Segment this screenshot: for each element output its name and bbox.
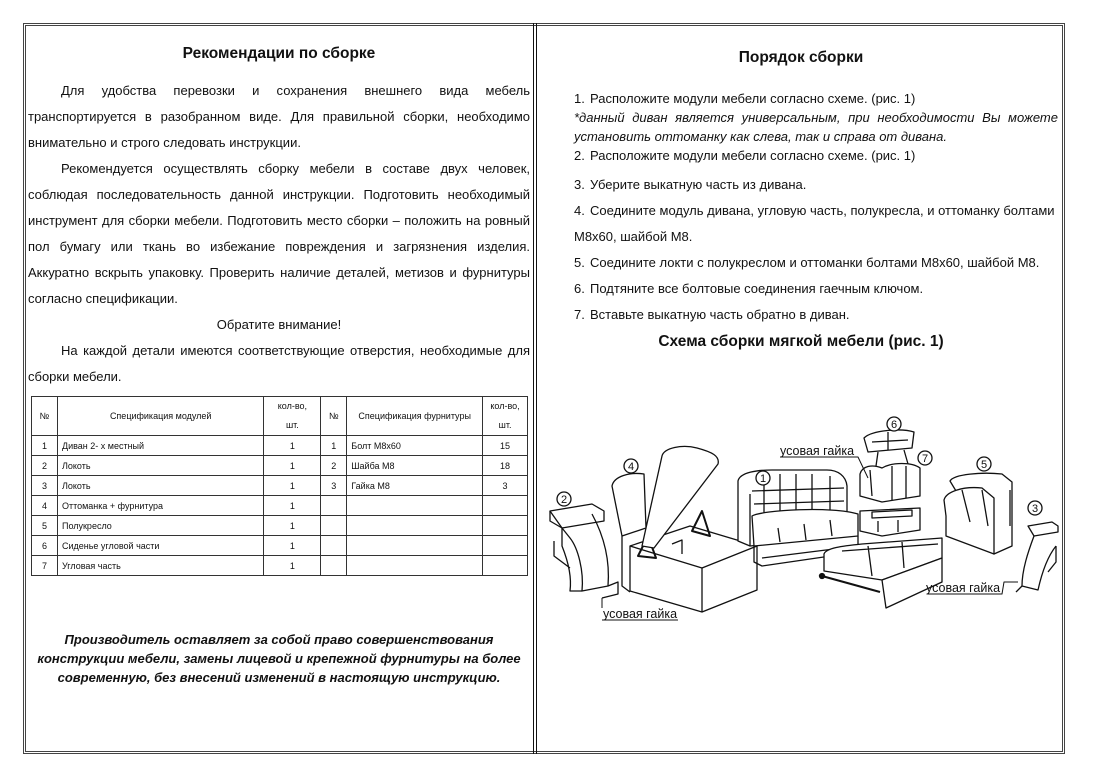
- table-row: [32, 516, 528, 536]
- holes-paragraph: На каждой детали имеются соответствующие отверстия, необходимые для сборки мебели.: [28, 343, 530, 384]
- column-divider: [533, 23, 537, 754]
- table-row: [32, 436, 528, 456]
- part-number-4-label: 4: [627, 461, 635, 473]
- armrest-right-illustration: [1016, 522, 1058, 592]
- step-text: Уберите выкатную часть из дивана.: [590, 177, 807, 192]
- hardware-qty: [483, 556, 528, 576]
- hardware-name: Болт М8х60: [347, 436, 483, 456]
- step-text: Соедините модуль дивана, угловую часть, полукресла, и оттоманку болтами М8х60, шайбой М8.: [574, 203, 1055, 244]
- table-row: [32, 496, 528, 516]
- hardware-number: 1: [321, 436, 347, 456]
- hardware-qty: 15: [483, 436, 528, 456]
- step-number: 7.: [574, 307, 585, 322]
- step-1: [574, 89, 1058, 108]
- part-number-6-label: 6: [890, 419, 898, 431]
- module-name: Угловая часть: [57, 556, 263, 576]
- hardware-number: [321, 516, 347, 536]
- corner-section-illustration: [860, 464, 920, 537]
- step-3: [574, 172, 1058, 198]
- module-name: Диван 2- х местный: [57, 436, 263, 456]
- hardware-qty: 3: [483, 476, 528, 496]
- part-number-7: [918, 451, 932, 465]
- part-number-1: [756, 471, 770, 485]
- step-number: 3.: [574, 177, 585, 192]
- module-qty: 1: [264, 456, 321, 476]
- hardware-number: 2: [321, 456, 347, 476]
- table-row: [32, 456, 528, 476]
- part-number-2-label: 2: [560, 494, 568, 506]
- header-qty2-label: кол-во,: [490, 401, 520, 411]
- part-number-5-label: 5: [980, 459, 988, 471]
- module-qty: 1: [264, 436, 321, 456]
- hardware-name: [347, 496, 483, 516]
- hardware-name: [347, 556, 483, 576]
- armrest-left-illustration: [550, 504, 618, 598]
- assembly-order-title: Порядок сборки: [738, 49, 864, 66]
- part-number-2: [557, 492, 571, 506]
- table-row: [32, 536, 528, 556]
- header-num: №: [32, 397, 58, 436]
- step-number: 4.: [574, 203, 585, 218]
- hardware-name: Гайка М8: [347, 476, 483, 496]
- half-armchair-illustration: [944, 473, 1012, 554]
- module-name: Полукресло: [57, 516, 263, 536]
- header-qty-2: [483, 397, 528, 436]
- hardware-name: [347, 516, 483, 536]
- table-row: [32, 556, 528, 576]
- module-qty: 1: [264, 516, 321, 536]
- step-number: 2.: [574, 148, 585, 163]
- hardware-qty: [483, 496, 528, 516]
- hardware-name: [347, 536, 483, 556]
- row-number: 3: [32, 476, 58, 496]
- hardware-qty: [483, 516, 528, 536]
- table-row: [32, 476, 528, 496]
- module-name: Локоть: [57, 456, 263, 476]
- header-qty-unit: шт.: [285, 420, 299, 430]
- row-number: 4: [32, 496, 58, 516]
- assembly-steps-list: [574, 89, 1058, 328]
- part-number-4: [624, 459, 638, 473]
- hardware-number: [321, 496, 347, 516]
- part-number-7-label: 7: [921, 453, 929, 465]
- step-1-note: *данный диван является универсальным, при необходимости Вы можете установить оттоманку как слева, так и справа от дивана.: [574, 110, 1058, 144]
- manufacturer-disclaimer: Производитель оставляет за собой право совершенствования конструкции мебели, замены лицевой и крепежной фурнитуры на более современную, без внесений изменений в настоящую инструкцию.: [37, 632, 521, 685]
- assembly-order-panel: [542, 26, 1060, 621]
- table-header-row: [32, 397, 528, 436]
- hardware-qty: [483, 536, 528, 556]
- part-number-1-label: 1: [759, 473, 767, 485]
- part-number-6: [887, 417, 901, 431]
- module-qty: 1: [264, 536, 321, 556]
- step-number: 6.: [574, 281, 585, 296]
- header-qty: [264, 397, 321, 436]
- step-text: Расположите модули мебели согласно схеме. (рис. 1): [590, 148, 916, 163]
- part-number-5: [977, 457, 991, 471]
- step-text: Расположите модули мебели согласно схеме. (рис. 1): [590, 91, 916, 106]
- header-modules: Спецификация модулей: [57, 397, 263, 436]
- recommendation-paragraph: Рекомендуется осуществлять сборку мебели в составе двух человек, соблюдая последовательность данной инструкции. Подготовить необходимый инструмент для сборки мебели. Подготовить место сборки – положить на ровный пол бумагу или ткань во избежание повреждения и загрязнения изделия. Аккуратно вскрыть упаковку. Проверить наличие деталей, метизов и фурнитуры согласно спецификации.: [28, 161, 530, 306]
- intro-paragraph: Для удобства перевозки и сохранения внешнего вида мебель транспортируется в разобранном виде. Для правильной сборки, необходимо внимательно и строго следовать инструкции.: [28, 83, 530, 150]
- step-text: Вставьте выкатную часть обратно в диван.: [590, 307, 850, 322]
- module-qty: 1: [264, 476, 321, 496]
- assembly-diagram: [542, 386, 1060, 626]
- step-2: [574, 146, 1058, 165]
- hardware-number: 3: [321, 476, 347, 496]
- step-text: Подтяните все болтовые соединения гаечным ключом.: [590, 281, 924, 296]
- step-text: Соедините локти с полукреслом и оттоманки болтами М8х60, шайбой М8.: [590, 255, 1040, 270]
- step-7: [574, 302, 1058, 328]
- attention-heading: Обратите внимание!: [216, 317, 342, 332]
- row-number: 1: [32, 436, 58, 456]
- nut-label-top: усовая гайка: [780, 444, 855, 458]
- module-name: Сиденье угловой части: [57, 536, 263, 556]
- assembly-recommendations-panel: [28, 26, 530, 685]
- nut-label-right: усовая гайка: [926, 581, 1001, 595]
- module-name: Локоть: [57, 476, 263, 496]
- row-number: 2: [32, 456, 58, 476]
- module-name: Оттоманка + фурнитура: [57, 496, 263, 516]
- module-qty: 1: [264, 556, 321, 576]
- row-number: 7: [32, 556, 58, 576]
- header-hardware: Спецификация фурнитуры: [347, 397, 483, 436]
- header-qty2-unit: шт.: [498, 420, 512, 430]
- recommendations-title: Рекомендации по сборке: [182, 45, 376, 62]
- step-4: [574, 198, 1058, 250]
- hardware-number: [321, 536, 347, 556]
- row-number: 6: [32, 536, 58, 556]
- pullout-section-illustration: [820, 538, 943, 608]
- hardware-qty: 18: [483, 456, 528, 476]
- row-number: 5: [32, 516, 58, 536]
- step-6: [574, 276, 1058, 302]
- part-number-3-label: 3: [1031, 503, 1039, 515]
- header-num-2: №: [321, 397, 347, 436]
- scheme-title: Схема сборки мягкой мебели (рис. 1): [658, 333, 944, 350]
- corner-seat-illustration: [864, 430, 914, 466]
- hardware-number: [321, 556, 347, 576]
- hardware-name: Шайба М8: [347, 456, 483, 476]
- nut-label-left: усовая гайка: [603, 607, 678, 621]
- step-5: [574, 250, 1058, 276]
- step-number: 1.: [574, 91, 585, 106]
- specification-table: [31, 396, 528, 576]
- part-number-3: [1028, 501, 1042, 515]
- header-qty-label: кол-во,: [277, 401, 308, 411]
- module-qty: 1: [264, 496, 321, 516]
- step-number: 5.: [574, 255, 585, 270]
